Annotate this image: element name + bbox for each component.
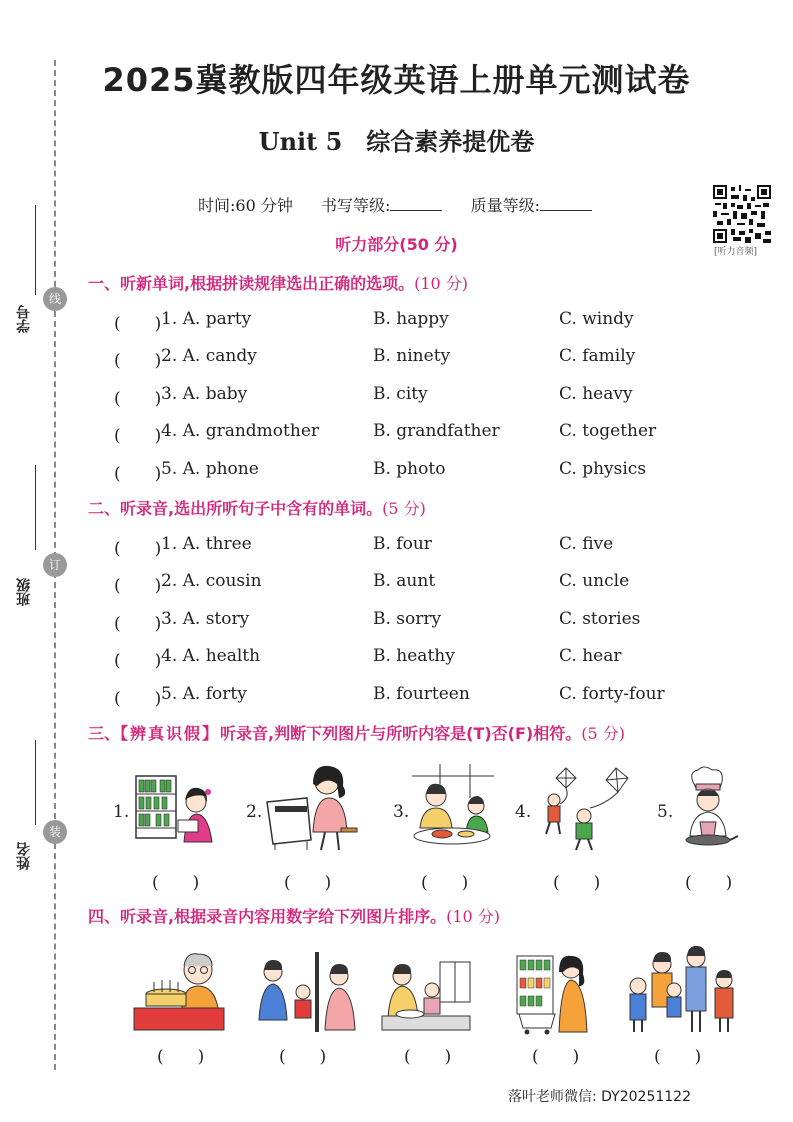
option-c: C. stories — [559, 609, 641, 629]
option-a: 4. A. grandmother — [161, 421, 320, 441]
section-2-points: (5 分) — [382, 499, 426, 518]
option-b: B. four — [373, 534, 432, 554]
mother-shopping-picture — [515, 952, 593, 1036]
quality-grade-blank[interactable] — [540, 196, 592, 211]
answer-bracket[interactable]: ( ) — [114, 689, 162, 709]
exam-meta — [198, 193, 592, 216]
name-label: 姓名 — [16, 842, 32, 870]
option-a: 3. A. story — [161, 609, 250, 629]
answer-bracket[interactable]: ( ) — [114, 576, 162, 596]
answer-bracket[interactable]: ( ) — [532, 1047, 580, 1067]
answer-bracket[interactable]: ( ) — [553, 873, 601, 893]
picture-number: 5. — [657, 802, 674, 822]
family-eating-meal-picture — [410, 762, 496, 848]
option-b: B. fourteen — [373, 684, 470, 704]
chef-cooking-picture — [678, 766, 740, 850]
section-2-title: 二、听录音,选出所听句子中含有的单词。 — [88, 499, 383, 518]
option-c: C. physics — [559, 459, 647, 479]
option-b: B. photo — [373, 459, 446, 479]
writing-grade-blank[interactable] — [390, 196, 442, 211]
answer-bracket[interactable]: ( ) — [114, 389, 162, 409]
class-label: 班级 — [16, 578, 32, 606]
quality-grade-label: 质量等级: — [470, 196, 541, 215]
option-a: 1. A. party — [161, 309, 252, 329]
answer-bracket[interactable]: ( ) — [114, 464, 162, 484]
footer-contact: 落叶老师微信: DY20251122 — [508, 1089, 691, 1105]
option-a: 2. A. cousin — [161, 571, 262, 591]
page-subtitle: Unit 5 综合素养提优卷 — [258, 127, 535, 156]
big-family-group-picture — [620, 942, 740, 1036]
section-2-heading — [88, 496, 426, 519]
question-row — [0, 309, 793, 333]
question-row — [0, 534, 793, 558]
page-title: 2025冀教版四年级英语上册单元测试卷 — [102, 61, 691, 99]
question-row — [0, 646, 793, 670]
question-row — [0, 571, 793, 595]
section-3-tag: 【辨真识假】 — [120, 724, 221, 743]
picture-number: 1. — [113, 802, 130, 822]
option-c: C. windy — [559, 309, 634, 329]
option-c: C. uncle — [559, 571, 630, 591]
question-row — [0, 421, 793, 445]
question-row — [0, 609, 793, 633]
cooking-together-picture — [380, 960, 472, 1034]
section-4-points: (10 分) — [446, 907, 501, 926]
option-b: B. aunt — [373, 571, 436, 591]
section-1-title: 一、听新单词,根据拼读规律选出正确的选项。 — [88, 274, 415, 293]
option-b: B. grandfather — [373, 421, 500, 441]
seal-mark: 订 — [43, 553, 67, 577]
name-line — [35, 740, 36, 825]
answer-bracket[interactable]: ( ) — [404, 1047, 452, 1067]
option-a: 2. A. candy — [161, 346, 257, 366]
answer-bracket[interactable]: ( ) — [654, 1047, 702, 1067]
picture-number: 4. — [515, 802, 532, 822]
option-b: B. heathy — [373, 646, 455, 666]
option-a: 3. A. baby — [161, 384, 248, 404]
answer-bracket[interactable]: ( ) — [421, 873, 469, 893]
option-c: C. family — [559, 346, 636, 366]
section-4-heading — [88, 904, 500, 927]
grandpa-birthday-cake-picture — [132, 948, 226, 1034]
section-1-heading — [88, 271, 468, 294]
section-3-points: (5 分) — [581, 724, 625, 743]
option-b: B. ninety — [373, 346, 451, 366]
option-a: 5. A. phone — [161, 459, 259, 479]
question-row — [0, 684, 793, 708]
option-a: 4. A. health — [161, 646, 261, 666]
answer-bracket[interactable]: ( ) — [685, 873, 733, 893]
option-b: B. sorry — [373, 609, 442, 629]
student-id-label: 学号 — [16, 305, 32, 333]
qr-caption: [听力音频] — [714, 247, 758, 257]
option-c: C. hear — [559, 646, 622, 666]
woman-playing-piano-picture — [265, 762, 361, 852]
section-4-title: 四、听录音,根据录音内容用数字给下列图片排序。 — [88, 907, 447, 926]
answer-bracket[interactable]: ( ) — [114, 651, 162, 671]
question-row — [0, 346, 793, 370]
answer-bracket[interactable]: ( ) — [152, 873, 200, 893]
seal-mark: 装 — [43, 820, 67, 844]
option-a: 5. A. forty — [161, 684, 247, 704]
answer-bracket[interactable]: ( ) — [114, 426, 162, 446]
picture-number: 2. — [246, 802, 263, 822]
picture-number: 3. — [393, 802, 410, 822]
children-flying-kites-picture — [536, 764, 634, 852]
option-c: C. together — [559, 421, 657, 441]
writing-grade-label: 书写等级: — [321, 196, 391, 215]
answer-bracket[interactable]: ( ) — [114, 314, 162, 334]
section-1-points: (10 分) — [414, 274, 469, 293]
time-label: 时间:60 分钟 — [198, 196, 293, 215]
section-3-prefix: 三、 — [88, 724, 121, 743]
seal-mark: 线 — [43, 287, 67, 311]
answer-bracket[interactable]: ( ) — [114, 614, 162, 634]
option-b: B. happy — [373, 309, 449, 329]
answer-bracket[interactable]: ( ) — [157, 1047, 205, 1067]
question-row — [0, 459, 793, 483]
family-greeting-picture — [255, 950, 359, 1036]
option-c: C. heavy — [559, 384, 633, 404]
answer-bracket[interactable]: ( ) — [114, 351, 162, 371]
option-b: B. city — [373, 384, 428, 404]
section-3-heading — [88, 721, 625, 744]
girl-reading-in-library-picture — [132, 772, 218, 844]
option-c: C. forty-four — [559, 684, 665, 704]
answer-bracket[interactable]: ( ) — [279, 1047, 327, 1067]
option-c: C. five — [559, 534, 614, 554]
answer-bracket[interactable]: ( ) — [114, 539, 162, 559]
option-a: 1. A. three — [161, 534, 252, 554]
question-row — [0, 384, 793, 408]
listening-part-heading: 听力部分(50 分) — [335, 235, 458, 254]
section-3-title: 听录音,判断下列图片与所听内容是(T)否(F)相符。 — [220, 724, 582, 743]
answer-bracket[interactable]: ( ) — [284, 873, 332, 893]
